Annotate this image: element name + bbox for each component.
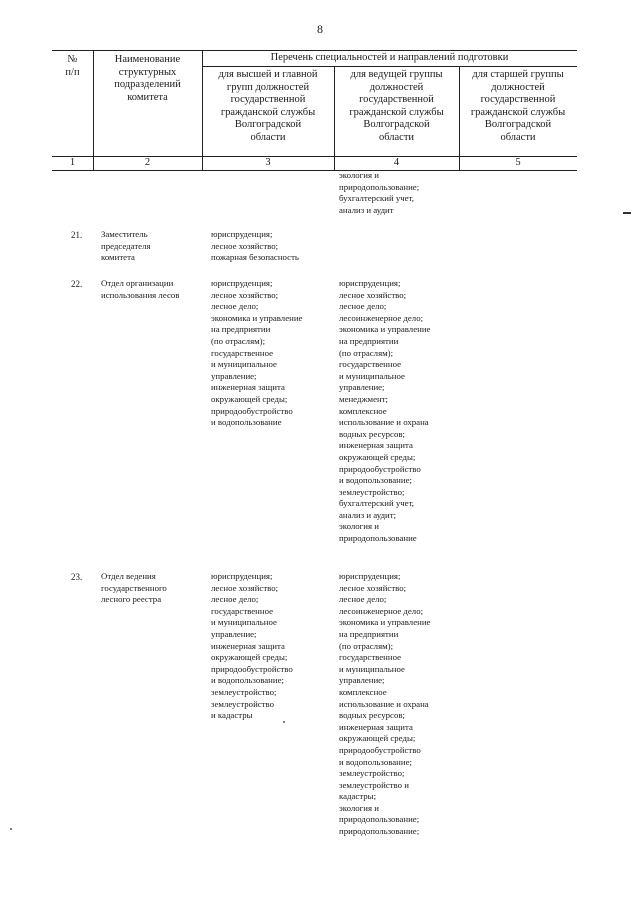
table-top-border xyxy=(52,50,577,51)
row-23-unit-name: Отдел ведения государственного лесного реестра xyxy=(101,571,167,605)
row-23-number: 23. xyxy=(71,572,83,582)
row-23-col3: юриспруденция; лесное хозяйство; лесное дело; государственное и муниципальное управление; инженерная защита окружающей среды; природообустройство и водопользование; землеустройство; землеустройство и кадастры xyxy=(211,571,293,721)
row-23-col4: юриспруденция; лесное хозяйство; лесное дело; лесоинженерное дело; экономика и управление на предприятии (по отраслям); государственное и муниципальное управление; комплексное использование и охрана водных ресурсов; инженерная защита окружающей среды; природообустройство и водопользование; землеустройство; землеустройство и кадастры; экология и природопользование; природопользование; xyxy=(339,571,431,837)
column-number-4: 4 xyxy=(393,157,400,168)
row-21-col3: юриспруденция; лесное хозяйство; пожарная безопасность xyxy=(211,229,299,263)
row-22-col3: юриспруденция; лесное хозяйство; лесное дело; экономика и управление на предприятии (по отраслям); государственное и муниципальное управление; инженерная защита окружающей среды; природообустройство и водопользование xyxy=(211,278,303,428)
header-number: № п/п xyxy=(65,54,80,78)
row-22-unit-name: Отдел организации использования лесов xyxy=(101,278,180,300)
header-col-leading-group: для ведущей группы должностей государственной гражданской службы Волгоградской области xyxy=(349,69,444,143)
column-number-2: 2 xyxy=(144,157,151,168)
header-specialties: Перечень специальностей и направлений подготовки xyxy=(270,52,509,63)
page-number: 8 xyxy=(317,22,323,36)
row-21-number: 21. xyxy=(71,230,83,240)
header-unit-name: Наименование структурных подразделений комитета xyxy=(114,54,181,103)
column-number-1: 1 xyxy=(69,157,76,168)
column-number-3: 3 xyxy=(265,157,271,168)
header-col-highest-group: для высшей и главной групп должностей государственной гражданской службы Волгоградской области xyxy=(218,69,318,143)
column-number-bottom-line xyxy=(52,170,577,171)
scan-speck xyxy=(10,828,12,830)
header-col-senior-group: для старшей группы должностей государственной гражданской службы Волгоградской области xyxy=(470,69,566,143)
column-number-5: 5 xyxy=(515,157,521,168)
continuation-cell-col4: экология и природопользование; бухгалтерский учет, анализ и аудит xyxy=(339,170,420,215)
scan-speck xyxy=(283,721,285,723)
row-22-number: 22. xyxy=(71,279,83,289)
header-split-line xyxy=(202,66,577,67)
row-22-col4: юриспруденция; лесное хозяйство; лесное дело; лесоинженерное дело; экономика и управление на предприятии (по отраслям); государственное и муниципальное управление; менеджмент; комплексное использование и охрана водных ресурсов; инженерная защита окружающей среды; природообустройство и водопользование; землеустройство; бухгалтерский учет, анализ и аудит; экология и природопользование xyxy=(339,278,431,544)
margin-mark xyxy=(623,212,631,214)
row-21-unit-name: Заместитель председателя комитета xyxy=(101,229,151,263)
